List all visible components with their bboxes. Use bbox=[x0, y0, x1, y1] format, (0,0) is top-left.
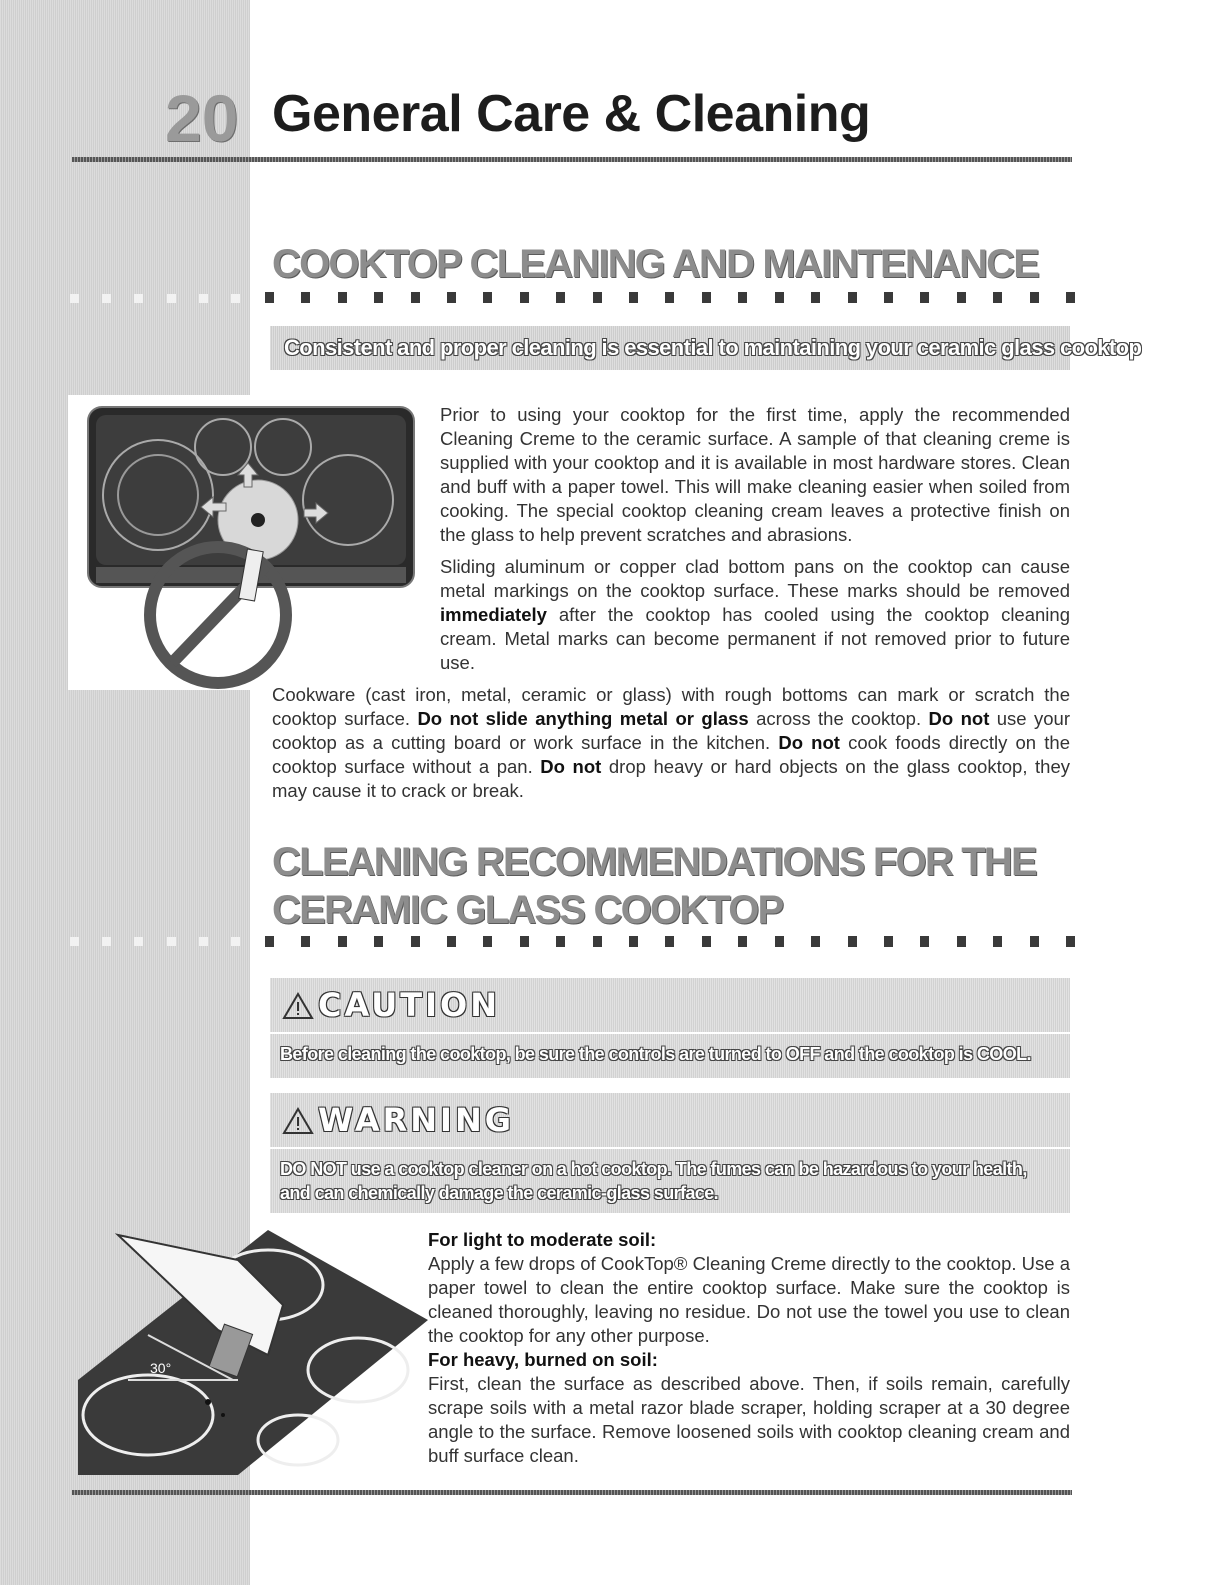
cooktop-no-slide-icon bbox=[68, 395, 428, 690]
warning-box bbox=[270, 1093, 1070, 1213]
header-rule bbox=[72, 157, 1072, 162]
sidebar-dots-bottom bbox=[70, 937, 240, 946]
scraper-icon bbox=[68, 1230, 428, 1475]
warning-triangle-icon bbox=[282, 1107, 314, 1135]
banner-text: Consistent and proper cleaning is essential to maintaining your ceramic glass cooktop bbox=[284, 335, 1142, 360]
page-title: General Care & Cleaning bbox=[272, 85, 871, 143]
warning-rule bbox=[270, 1147, 1070, 1149]
scraper-illustration bbox=[68, 1230, 428, 1475]
warning-text: DO NOT use a cooktop cleaner on a hot cooktop. The fumes can be hazardous to your health, and can chemically damage the ceramic-glass surface. bbox=[280, 1159, 1027, 1203]
paragraph-intro: Prior to using your cooktop for the first time, apply the recommended Cleaning Creme to the ceramic surface. A sample of that cleaning creme is supplied with your cooktop and it is available in most hardware stores. Clean and buff with a paper towel. This will make cleaning easier when soiled from cooking. The special cooktop cleaning cream leaves a protective finish on the glass to help prevent scratches and abrasions. bbox=[440, 404, 1070, 545]
heavy-soil-text: First, clean the surface as described above. Then, if soils remain, carefully scrape soils with a metal razor blade scraper, holding scraper at a 30 degree angle to the surface. Remove loosened soils with cooktop cleaning cream and buff surface clean. bbox=[428, 1373, 1070, 1466]
divider-squares-1 bbox=[265, 292, 1075, 303]
heavy-soil-title: For heavy, burned on soil: bbox=[428, 1349, 658, 1370]
footer-rule bbox=[72, 1490, 1072, 1495]
sidebar-dots-top bbox=[70, 294, 240, 303]
page-header bbox=[0, 70, 1080, 160]
section-heading-recommendations: CLEANING RECOMMENDATIONS FOR THE CERAMIC GLASS COOKTOP bbox=[272, 840, 1036, 932]
paragraph-cookware: Cookware (cast iron, metal, ceramic or glass) with rough bottoms can mark or scratch the cooktop surface. Do not slide anything metal or glass across the cooktop. Do not use your cooktop as a cutting board or work surface in the kitchen. Do not cook foods directly on the cooktop surface without a pan. Do not drop heavy or hard objects on the glass cooktop, they may cause it to crack or break. bbox=[272, 684, 1071, 801]
warning-triangle-icon bbox=[282, 992, 314, 1020]
divider-squares-2 bbox=[265, 936, 1075, 947]
cleaning-instructions bbox=[428, 1228, 1070, 1468]
caution-box bbox=[270, 978, 1070, 1078]
paragraph-metal-marks: Sliding aluminum or copper clad bottom pans on the cooktop can cause metal markings on the cooktop surface. These marks should be removed immediately after the cooktop has cooled using the cooktop cleaning cream. Metal marks can become permanent if not removed prior to future use. bbox=[440, 556, 1070, 673]
page-number: 20 bbox=[165, 81, 239, 155]
caution-title: CAUTION bbox=[318, 986, 500, 1024]
light-soil-title: For light to moderate soil: bbox=[428, 1229, 657, 1250]
caution-text: Before cleaning the cooktop, be sure the controls are turned to OFF and the cooktop is COOL. bbox=[280, 1044, 1031, 1064]
intro-banner bbox=[270, 326, 1142, 370]
caution-rule bbox=[270, 1032, 1070, 1034]
light-soil-text: Apply a few drops of CookTop® Cleaning Creme directly to the cooktop. Use a paper towel to clean the entire cooktop surface. Make sure the cooktop is cleaned thoroughly, leaving no residue. Do not use the towel you use to clean the cooktop for any other purpose. bbox=[428, 1253, 1070, 1346]
cooktop-illustration bbox=[68, 395, 428, 690]
angle-label: 30° bbox=[150, 1360, 172, 1376]
section-heading-maintenance: COOKTOP CLEANING AND MAINTENANCE bbox=[272, 242, 1039, 286]
warning-title: WARNING bbox=[318, 1101, 514, 1139]
